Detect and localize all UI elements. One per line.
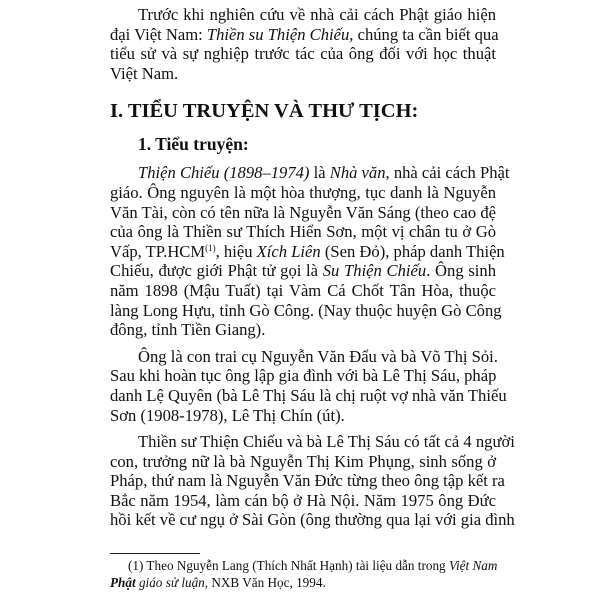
paragraph <box>110 432 515 530</box>
text-segment: chúng ta cần biết qua <box>353 24 499 44</box>
text-segment: năm 1898 (Mậu Tuất) tại Vàm Cá Chốt Tân Hòa, thuộc <box>110 280 496 300</box>
text-line <box>110 406 496 426</box>
text-segment: Sau khi hoàn tục ông lập gia đình với bà Lê Thị Sáu, pháp <box>110 366 497 386</box>
text-line <box>110 574 496 591</box>
text-line <box>110 241 505 262</box>
text-segment: Bắc năm 1954, làm cán bộ ở Hà Nội. Năm 1975 ông Đức <box>110 490 496 510</box>
text-segment: đại Việt Nam: <box>110 24 207 44</box>
footnote-divider <box>110 553 200 554</box>
text-segment: Việt Nam. <box>110 63 179 83</box>
text-segment: Văn Tài, còn có tên nữa là Nguyễn Văn Sáng (theo cao đệ <box>110 202 496 222</box>
text-line <box>110 320 496 340</box>
text-segment: Thiền su Thiện Chiếu, <box>206 24 354 44</box>
text-line <box>110 452 496 472</box>
paragraph <box>110 163 510 340</box>
text-segment: tiểu sử và sự nghiệp trước tác của ông đối với học thuật <box>110 44 496 64</box>
text-line <box>110 261 496 281</box>
text-segment: Thiện Chiếu (1898–1974) <box>138 163 310 183</box>
text-segment: Việt Nam <box>448 558 498 573</box>
text-segment: danh Lệ Quyên (bà Lê Thị Sáu là chị ruột vợ nhà văn Thiếu <box>110 385 507 405</box>
text-line <box>110 510 515 530</box>
text-line <box>110 64 496 84</box>
text-segment: làng Long Hựu, tỉnh Gò Công. (Nay thuộc huyện Gò Công <box>110 300 502 320</box>
paragraph <box>110 5 499 83</box>
text-line <box>110 366 496 386</box>
text-segment: , NXB Văn Học, 1994. <box>204 575 326 590</box>
text-segment: (1) Theo Nguyễn Lang (Thích Nhất Hạnh) tài liệu dẫn trong <box>128 558 449 573</box>
text-line <box>110 471 505 491</box>
text-segment: Su Thiện Chiếu <box>322 261 427 281</box>
text-segment: Pháp, thứ nam là Nguyễn Văn Đức từng theo ông tập kết ra <box>110 471 505 491</box>
text-segment: giáo sử luận <box>135 575 205 590</box>
paragraph <box>110 346 507 425</box>
text-segment: của ông là Thiền sư Thích Hiển Sơn, một vị chân tu ở Gò <box>110 222 496 242</box>
paragraph <box>110 557 496 591</box>
text-line <box>110 347 496 367</box>
text-line <box>110 5 496 25</box>
subsection-heading: 1. Tiểu truyện: <box>138 134 249 155</box>
text-segment: đông, tỉnh Tiền Giang). <box>110 320 266 340</box>
text-segment: Chiếu, được giới Phật tử gọi là <box>110 261 323 281</box>
text-line <box>110 203 496 223</box>
footnote-reference: (1) <box>205 242 216 253</box>
text-line <box>110 557 496 574</box>
text-segment: . Ông sinh <box>426 261 497 281</box>
text-segment: Trước khi nghiên cứu về nhà cải cách Phật giáo hiện <box>138 5 496 24</box>
text-line <box>110 163 510 183</box>
text-line <box>110 44 496 64</box>
text-segment: , hiệu <box>215 241 257 261</box>
text-segment: Sơn (1908-1978), Lê Thị Chín (út). <box>110 405 345 425</box>
footnote <box>110 557 496 598</box>
text-segment: Xích Liên <box>256 241 321 261</box>
text-segment: là <box>309 163 330 183</box>
text-line <box>110 281 496 301</box>
text-segment: hồi kết về cư ngụ ở Sài Gòn (ông thường qua lại với gia đình <box>110 510 515 530</box>
text-segment: Phật <box>110 575 136 590</box>
text-segment: Vấp, TP.HCM <box>110 241 206 261</box>
text-segment: giáo. Ông nguyên là một hòa thượng, tục danh là Nguyễn <box>110 182 496 202</box>
intro-section <box>110 5 499 83</box>
text-line <box>110 183 496 203</box>
biography-section <box>110 163 515 530</box>
text-line <box>110 385 507 406</box>
text-line <box>110 300 502 321</box>
text-segment: , nhà cải cách Phật <box>385 163 510 183</box>
text-line <box>110 432 515 452</box>
text-segment: con, trưởng nữ là bà Nguyễn Thị Kim Phụng, sinh sống ở <box>110 451 496 471</box>
text-line <box>110 222 496 242</box>
text-line <box>110 24 499 45</box>
text-segment: Nhà văn <box>329 163 386 183</box>
page-body <box>110 5 515 537</box>
text-line <box>110 491 496 511</box>
section-heading: I. TIỂU TRUYỆN VÀ THƯ TỊCH: <box>110 100 419 123</box>
text-segment: Thiền sư Thiện Chiếu và bà Lê Thị Sáu có tất cả 4 người <box>138 432 515 452</box>
text-segment: Ông là con trai cụ Nguyễn Văn Đẩu và bà Võ Thị Sỏi. <box>138 346 498 366</box>
text-segment: (Sen Đỏ), pháp danh Thiện <box>320 241 505 261</box>
